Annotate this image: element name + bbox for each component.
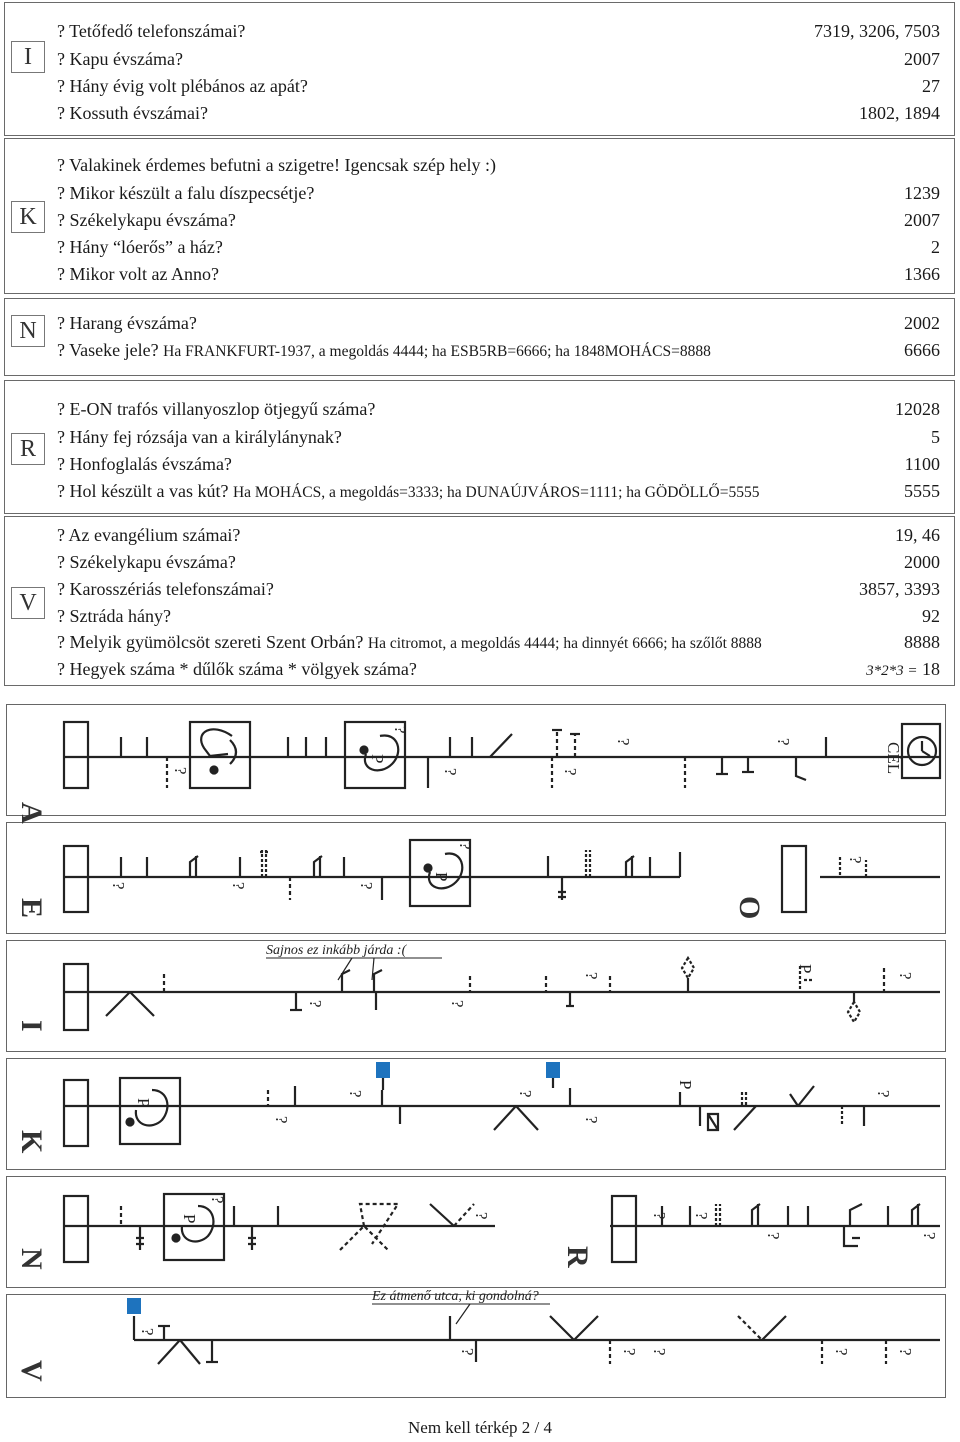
question-text: ? Honfoglalás évszáma? — [57, 454, 232, 474]
answer-text: 12028 — [895, 399, 940, 419]
svg-text:?: ? — [138, 1328, 157, 1336]
map-letter-e: E — [15, 898, 48, 919]
svg-text:?: ? — [620, 1348, 639, 1356]
start-box — [64, 1196, 88, 1262]
question-marks — [272, 1080, 893, 1124]
answer-text: 27 — [922, 76, 940, 96]
question-text: ? Hány “lóerős” a ház? — [57, 237, 223, 257]
svg-text:?: ? — [896, 1348, 915, 1356]
callout-text: Ez átmenő utca, ki gondolná? — [372, 1289, 539, 1304]
svg-text:?: ? — [582, 1116, 601, 1124]
question-text: ? Hány évig volt plébános az apát? — [57, 76, 308, 96]
section-letter: I — [11, 41, 45, 73]
map-letter-i: I — [15, 1020, 48, 1032]
svg-text:P: P — [796, 964, 815, 974]
answer-value: 18 — [922, 659, 940, 679]
answer-text: 1100 — [904, 454, 940, 474]
start-box — [64, 846, 88, 912]
svg-text:P: P — [676, 1080, 695, 1090]
info-sign — [127, 1298, 141, 1314]
svg-text:?: ? — [650, 1348, 669, 1356]
svg-text:P: P — [368, 754, 387, 764]
destination-box — [612, 1196, 636, 1262]
svg-text:?: ? — [357, 882, 376, 890]
parking-sign — [190, 722, 250, 788]
svg-text:?: ? — [516, 1090, 535, 1098]
question-note: Ha MOHÁCS, a megoldás=3333; ha DUNAÚJVÁROS=1111; ha GÖDÖLLŐ=5555 — [232, 484, 760, 501]
svg-text:?: ? — [441, 768, 460, 776]
finish-label: CÉL — [884, 742, 903, 775]
question-text: ? Székelykapu évszáma? — [57, 210, 236, 230]
question-text: ? Mikor készült a falu díszpecsétje? — [57, 183, 315, 203]
question-text: ? Melyik gyümölcsöt szereti Szent Orbán? — [57, 632, 364, 652]
svg-text:?: ? — [346, 1090, 365, 1098]
svg-text:?: ? — [391, 726, 410, 734]
svg-text:?: ? — [171, 767, 190, 775]
question-note: Ha FRANKFURT-1937, a megoldás 4444; ha ESB5RB=6666; ha 1848MOHÁCS=8888 — [163, 343, 711, 360]
svg-text:?: ? — [774, 738, 793, 746]
answer-text: 2000 — [904, 552, 940, 572]
parking-sign — [410, 840, 470, 906]
question-text: ? Tetőfedő telefonszámai? — [57, 21, 246, 41]
question-text: ? Kossuth évszámai? — [57, 103, 208, 123]
svg-text:?: ? — [832, 1348, 851, 1356]
svg-text:?: ? — [874, 1090, 893, 1098]
section-letter: V — [11, 587, 45, 619]
destination-label: R — [561, 1246, 594, 1268]
answer-text: 1802, 1894 — [859, 103, 940, 123]
svg-text:?: ? — [582, 972, 601, 980]
answer-text: 92 — [922, 606, 940, 626]
page-footer: Nem kell térkép 2 / 4 — [408, 1418, 552, 1437]
road-junctions — [121, 730, 826, 788]
question-text: ? E-ON trafós villanyoszlop ötjegyű száma? — [57, 399, 376, 419]
svg-text:?: ? — [458, 1348, 477, 1356]
svg-text:?: ? — [650, 1212, 669, 1220]
parking-sign — [120, 1078, 180, 1144]
question-text: ? Kapu évszáma? — [57, 49, 183, 69]
section-letter: N — [11, 315, 45, 347]
question-text: ? Székelykapu évszáma? — [57, 552, 236, 572]
answer-text: 7319, 3206, 7503 — [814, 21, 940, 41]
info-sign — [376, 1062, 560, 1090]
callout-atmeno — [371, 1289, 550, 1324]
svg-text:?: ? — [272, 1116, 291, 1124]
svg-text:P: P — [432, 872, 451, 882]
answer-text: 5555 — [904, 481, 940, 501]
answer-text: 1239 — [904, 183, 940, 203]
question-text: ? Hány fej rózsája van a királylánynak? — [57, 427, 342, 447]
finish-marker — [884, 724, 940, 778]
question-text: ? Hegyek száma * dűlők száma * völgyek száma? — [57, 659, 417, 679]
question-text: ? Mikor volt az Anno? — [57, 264, 219, 284]
map-letter-a: A — [15, 802, 48, 824]
answer-text: 3857, 3393 — [859, 579, 940, 599]
callout-sajnos — [266, 943, 442, 980]
svg-text:?: ? — [456, 842, 475, 850]
question-text: ? Harang évszáma? — [57, 313, 197, 333]
map-letter-v: V — [15, 1360, 48, 1382]
answer-text: 2002 — [904, 313, 940, 333]
svg-text:?: ? — [896, 972, 915, 980]
question-text: ? Karosszériás telefonszámai? — [57, 579, 274, 599]
question-text: ? Az evangélium számai? — [57, 525, 241, 545]
svg-text:?: ? — [448, 1000, 467, 1008]
svg-text:?: ? — [920, 1232, 939, 1240]
svg-text:?: ? — [208, 1196, 227, 1204]
answer-formula: 3*2*3 = — [866, 663, 918, 679]
svg-text:?: ? — [764, 1232, 783, 1240]
map-letter-n: N — [15, 1248, 48, 1270]
section-letter: R — [11, 433, 45, 465]
start-box — [64, 1080, 88, 1146]
road-junctions — [121, 850, 940, 900]
section-letter: K — [11, 201, 45, 233]
map-letter-k: K — [15, 1130, 48, 1154]
svg-text:?: ? — [109, 882, 128, 890]
start-box — [64, 722, 88, 788]
answer-text: 2007 — [904, 210, 940, 230]
svg-text:?: ? — [614, 738, 633, 746]
callout-text: Sajnos ez inkább járda :( — [266, 943, 407, 958]
question-text: ? Sztráda hány? — [57, 606, 171, 626]
question-text: ? Valakinek érdemes befutni a szigetre! Igencsak szép hely :) — [57, 155, 496, 175]
road-junctions — [106, 958, 884, 1022]
svg-text:?: ? — [306, 1000, 325, 1008]
answer-text: 1366 — [904, 264, 940, 284]
svg-text:?: ? — [692, 1212, 711, 1220]
destination-label: O — [733, 896, 766, 920]
svg-text:P: P — [180, 1214, 199, 1224]
question-text: ? Hol készült a vas kút? — [57, 481, 229, 501]
svg-text:?: ? — [846, 856, 865, 864]
destination-box — [782, 846, 806, 912]
question-marks — [138, 1328, 915, 1356]
question-text: ? Vaseke jele? — [57, 340, 159, 360]
svg-text:?: ? — [229, 882, 248, 890]
answer-text: 6666 — [904, 340, 940, 360]
question-marks — [109, 842, 865, 890]
question-marks — [171, 726, 793, 776]
answer-text: 2 — [931, 237, 940, 257]
answer-text: 8888 — [904, 632, 940, 652]
answer-text: 19, 46 — [895, 525, 940, 545]
svg-text:?: ? — [561, 768, 580, 776]
svg-text:?: ? — [472, 1212, 491, 1220]
question-note: Ha citromot, a megoldás 4444; ha dinnyét 6666; ha szőlőt 8888 — [367, 635, 762, 652]
answer-text: 2007 — [904, 49, 940, 69]
start-box — [64, 964, 88, 1030]
svg-text:P: P — [134, 1098, 153, 1108]
question-marks — [208, 1196, 939, 1240]
answer-text: 5 — [931, 427, 940, 447]
